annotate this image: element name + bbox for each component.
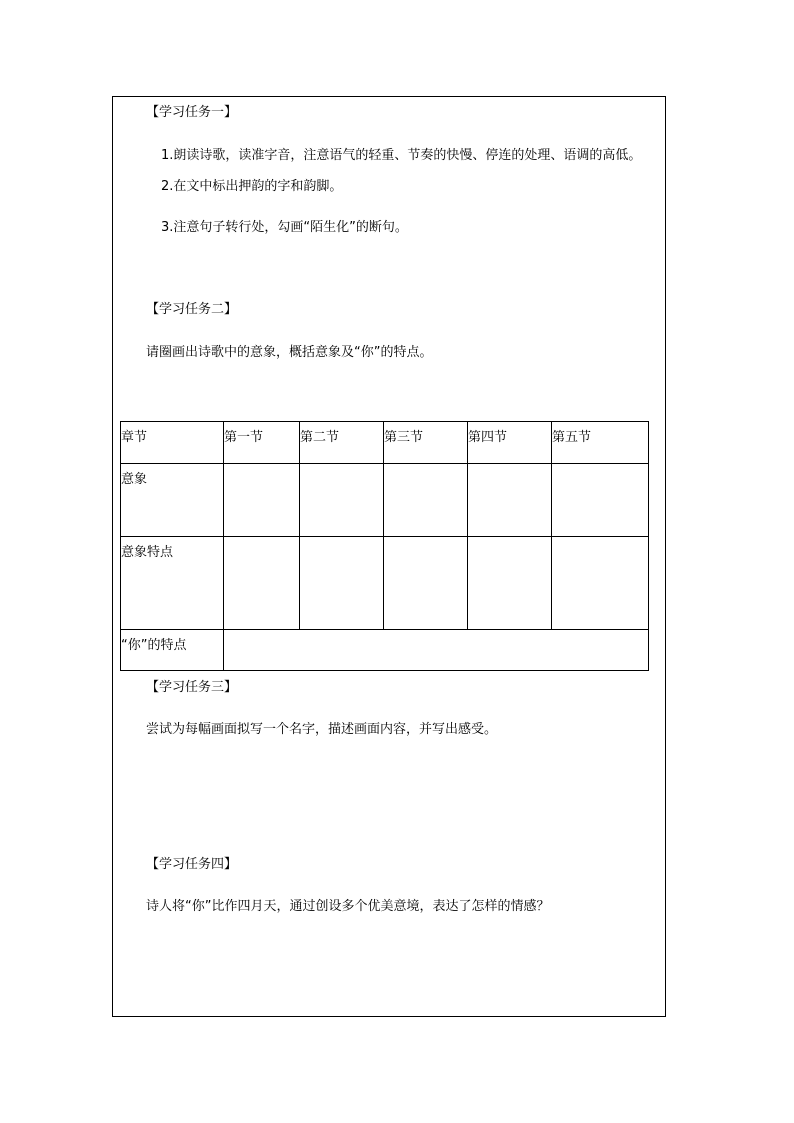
answer-cell[interactable] [552,464,649,537]
table-row [121,464,649,537]
answer-cell[interactable] [384,537,468,630]
task3-instruction: 尝试为每幅画面拟写一个名字，描述画面内容，并写出感受。 [146,722,498,737]
answer-cell[interactable] [384,464,468,537]
header-cell-section-5: 第五节 [552,422,649,464]
answer-cell[interactable] [552,537,649,630]
answer-cell[interactable] [468,537,552,630]
task1-item-1: 1.朗读诗歌，读准字音，注意语气的轻重、节奏的快慢、停连的处理、语调的高低。 [161,148,642,163]
header-cell-section-4: 第四节 [468,422,552,464]
imagery-table [120,421,649,671]
header-cell-section-2: 第二节 [300,422,384,464]
task4-heading: 【学习任务四】 [146,857,238,872]
table-row [121,537,649,630]
header-cell-section-1: 第一节 [224,422,300,464]
table-header-row [121,422,649,464]
row-label-imagery-features: 意象特点 [121,537,224,630]
answer-cell-merged[interactable] [224,630,649,671]
task1-item-2: 2.在文中标出押韵的字和韵脚。 [161,179,343,194]
answer-cell[interactable] [468,464,552,537]
task4-question: 诗人将“你”比作四月天，通过创设多个优美意境，表达了怎样的情感？ [146,899,550,914]
answer-cell[interactable] [224,537,300,630]
answer-cell[interactable] [300,464,384,537]
table-row [121,630,649,671]
row-label-you-features: “你”的特点 [121,630,224,671]
header-cell-section-3: 第三节 [384,422,468,464]
row-label-imagery: 意象 [121,464,224,537]
task2-heading: 【学习任务二】 [146,302,238,317]
answer-cell[interactable] [224,464,300,537]
task1-heading: 【学习任务一】 [146,105,238,120]
task1-item-3: 3.注意句子转行处，勾画“陌生化”的断句。 [161,220,408,235]
task3-heading: 【学习任务三】 [146,680,238,695]
header-cell-chapter: 章节 [121,422,224,464]
task2-instruction: 请圈画出诗歌中的意象，概括意象及“你”的特点。 [146,345,433,360]
answer-cell[interactable] [300,537,384,630]
